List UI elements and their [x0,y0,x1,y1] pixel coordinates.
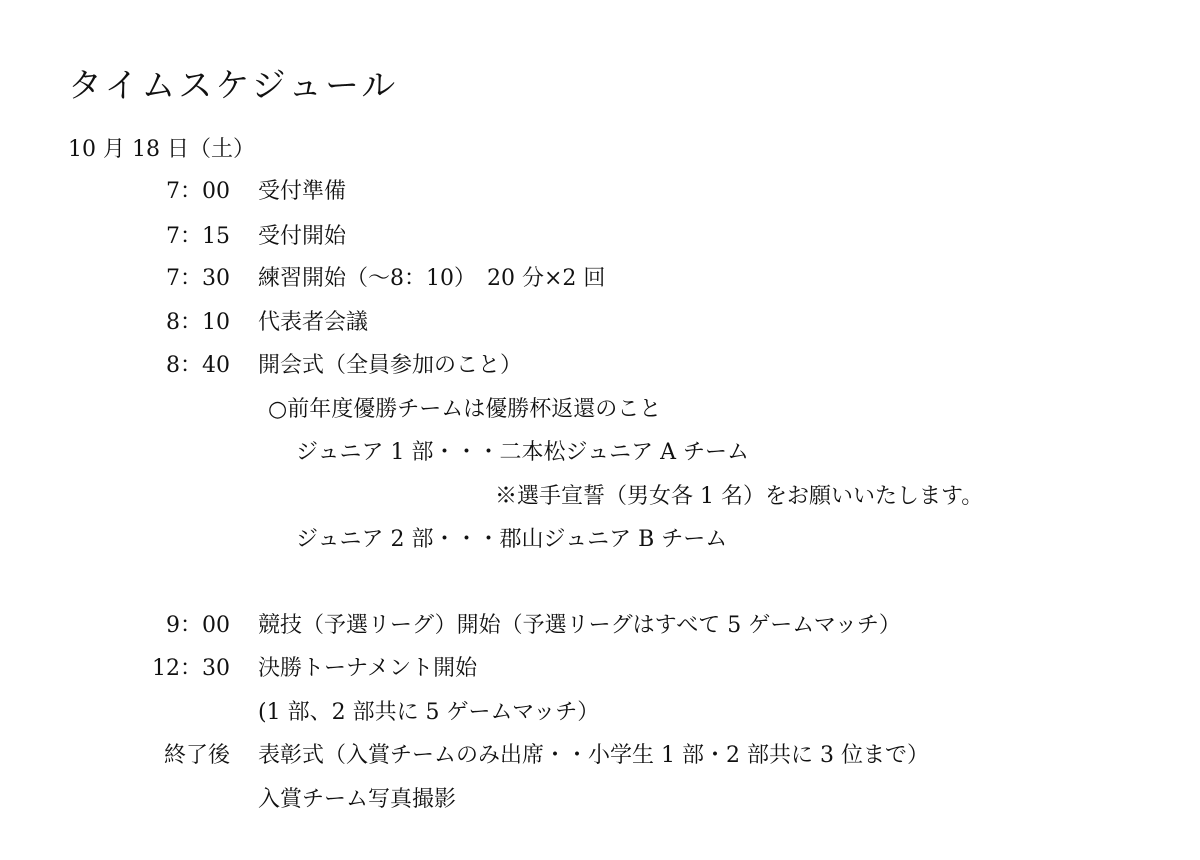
trophy-return-note: ○前年度優勝チームは優勝杯返還のこと [268,397,662,422]
schedule-time: 12：30 [152,656,230,681]
schedule-time: 7：30 [166,266,230,291]
schedule-time: 終了後 [163,743,230,768]
schedule-text: 代表者会議 [258,310,369,335]
schedule-time: 8：40 [166,353,230,378]
event-date: 10 月 18 日（土） [68,137,255,162]
schedule-time: 9：00 [166,613,230,638]
page-title: タイムスケジュール [68,66,399,106]
schedule-text: 受付開始 [258,224,347,249]
schedule-time: 7：15 [166,224,230,249]
junior2-champion-note: ジュニア 2 部・・・郡山ジュニア B チーム [296,527,728,552]
schedule-text: 決勝トーナメント開始 [258,656,478,681]
schedule-text: 受付準備 [258,179,347,204]
final-format-note: (1 部、2 部共に 5 ゲームマッチ） [258,700,600,725]
schedule-text: 開会式（全員参加のこと） [258,353,523,378]
junior1-champion-note: ジュニア 1 部・・・二本松ジュニア A チーム [296,440,749,465]
schedule-text: 競技（予選リーグ）開始（予選リーグはすべて 5 ゲームマッチ） [258,613,901,638]
schedule-text: 表彰式（入賞チームのみ出席・・小学生 1 部・2 部共に 3 位まで） [258,743,929,768]
photo-note: 入賞チーム写真撮影 [258,787,457,812]
schedule-time: 7：00 [166,179,230,204]
schedule-time: 8：10 [166,310,230,335]
oath-note: ※選手宣誓（男女各 1 名）をお願いいたします。 [495,484,984,509]
schedule-text: 練習開始（〜8：10） 20 分×2 回 [258,266,606,291]
